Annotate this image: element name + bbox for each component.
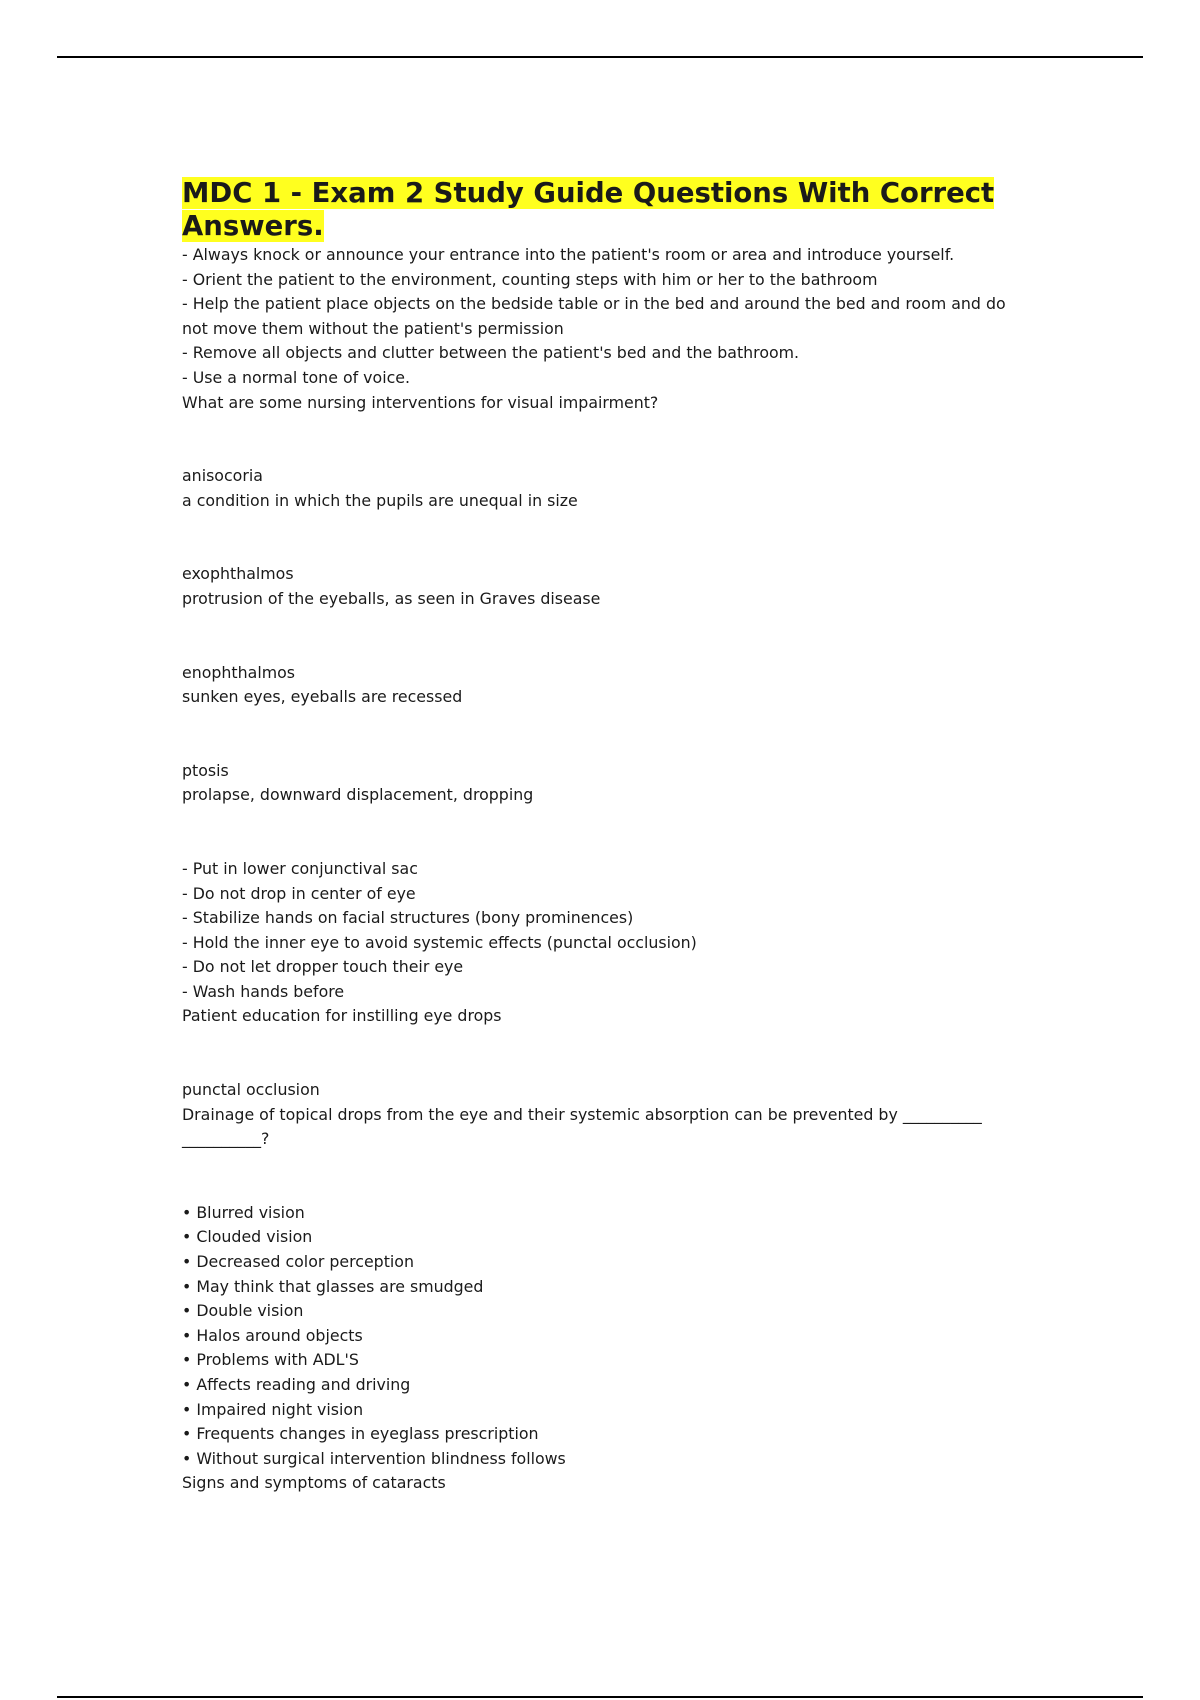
flashcard-anisocoria <box>182 464 1022 513</box>
card-line: • Double vision <box>182 1301 304 1321</box>
flashcard-visual-impairment <box>182 243 1022 415</box>
card-line: - Orient the patient to the environment, counting steps with him or her to the bathroom <box>182 269 878 289</box>
card-definition: sunken eyes, eyeballs are recessed <box>182 687 463 707</box>
header-rule <box>57 56 1143 58</box>
card-question: What are some nursing interventions for visual impairment? <box>182 392 659 412</box>
card-line: - Wash hands before <box>182 981 345 1001</box>
card-definition: a condition in which the pupils are unequal in size <box>182 490 578 510</box>
card-term: ptosis <box>182 760 229 780</box>
flashcard-punctal-occlusion <box>182 1078 1022 1152</box>
flashcard-eye-drops <box>182 857 1022 1029</box>
card-line: • Frequents changes in eyeglass prescription <box>182 1424 539 1444</box>
card-term: enophthalmos <box>182 662 295 682</box>
card-line: • Without surgical intervention blindness follows <box>182 1448 566 1468</box>
card-term: exophthalmos <box>182 564 294 584</box>
card-question: Drainage of topical drops from the eye and their systemic absorption can be prevented by __________ __________? <box>182 1104 982 1149</box>
card-line: • Problems with ADL'S <box>182 1350 359 1370</box>
card-term: anisocoria <box>182 466 263 486</box>
card-line: - Do not drop in center of eye <box>182 883 416 903</box>
card-line: • May think that glasses are smudged <box>182 1276 484 1296</box>
flashcard-exophthalmos <box>182 562 1022 611</box>
card-line: • Clouded vision <box>182 1227 313 1247</box>
document-body <box>182 177 1022 1496</box>
card-term: punctal occlusion <box>182 1080 320 1100</box>
footer-rule <box>57 1696 1143 1698</box>
card-line: - Always knock or announce your entrance into the patient's room or area and introduce yourself. <box>182 245 955 264</box>
card-line: - Hold the inner eye to avoid systemic effects (punctal occlusion) <box>182 932 697 952</box>
card-line: - Do not let dropper touch their eye <box>182 957 464 977</box>
card-question: Patient education for instilling eye drops <box>182 1006 502 1026</box>
card-question: Signs and symptoms of cataracts <box>182 1473 446 1493</box>
document-title <box>182 177 1022 243</box>
card-line: - Use a normal tone of voice. <box>182 367 411 387</box>
flashcard-ptosis <box>182 759 1022 808</box>
card-definition: prolapse, downward displacement, dropping <box>182 785 534 805</box>
title-highlight: MDC 1 - Exam 2 Study Guide Questions With Correct Answers. <box>182 177 995 242</box>
card-line: • Blurred vision <box>182 1202 305 1222</box>
card-line: - Remove all objects and clutter between the patient's bed and the bathroom. <box>182 343 800 363</box>
card-line: • Decreased color perception <box>182 1252 414 1272</box>
card-line: - Put in lower conjunctival sac <box>182 858 418 878</box>
flashcard-cataracts <box>182 1201 1022 1496</box>
card-line: - Stabilize hands on facial structures (bony prominences) <box>182 908 634 928</box>
card-line: • Affects reading and driving <box>182 1375 411 1394</box>
card-line: • Impaired night vision <box>182 1399 364 1419</box>
flashcard-enophthalmos <box>182 661 1022 710</box>
card-line: • Halos around objects <box>182 1325 363 1345</box>
card-line: - Help the patient place objects on the bedside table or in the bed and around the bed and room and do not move them without the patient's permission <box>182 294 1006 338</box>
card-definition: protrusion of the eyeballs, as seen in Graves disease <box>182 588 601 608</box>
